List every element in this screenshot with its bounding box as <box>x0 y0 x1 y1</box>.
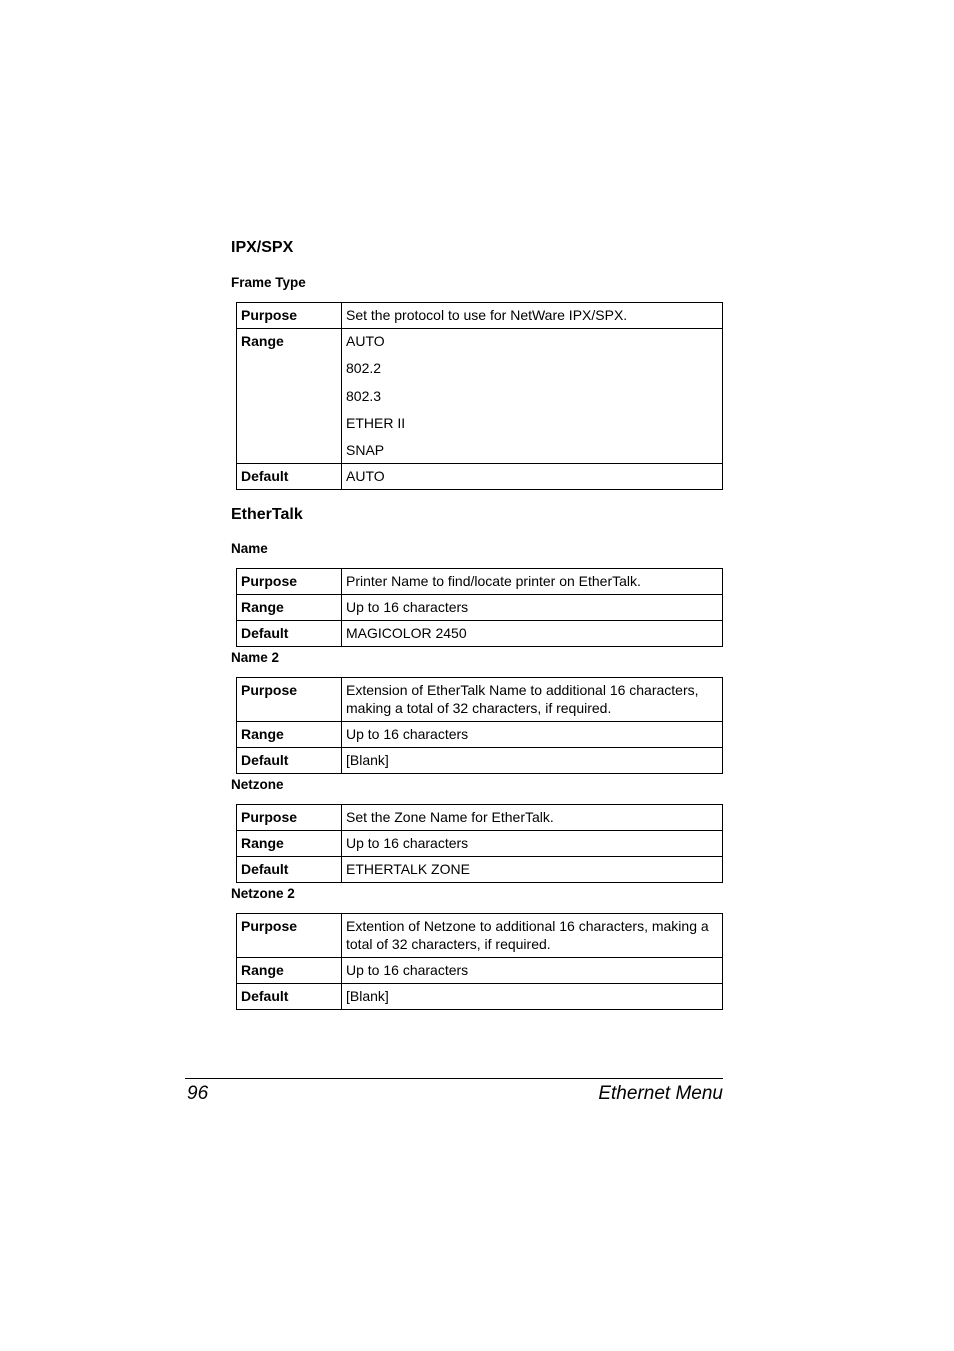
netzone-2-table <box>236 913 723 1010</box>
name-table <box>236 568 723 647</box>
purpose-value: Extension of EtherTalk Name to additional 16 characters, making a total of 32 characters, if required. <box>342 678 723 722</box>
name-2-table <box>236 677 723 774</box>
default-label: Default <box>237 748 342 774</box>
section-title-ethertalk: EtherTalk <box>231 506 303 523</box>
netzone-table <box>236 804 723 883</box>
range-option: 802.3 <box>346 387 382 404</box>
default-value: ETHERTALK ZONE <box>342 857 723 883</box>
page-number: 96 <box>187 1083 209 1104</box>
subsection-title-frame-type: Frame Type <box>231 275 306 290</box>
default-label: Default <box>237 857 342 883</box>
purpose-label: Purpose <box>237 303 342 329</box>
table-row <box>237 329 723 464</box>
default-label: Default <box>237 621 342 647</box>
range-value: Up to 16 characters <box>342 831 723 857</box>
default-value: [Blank] <box>342 748 723 774</box>
default-value: AUTO <box>342 464 723 490</box>
range-label: Range <box>237 958 342 984</box>
table-row <box>237 805 723 831</box>
default-value: [Blank] <box>342 984 723 1010</box>
table-row <box>237 569 723 595</box>
chapter-title: Ethernet Menu <box>598 1083 723 1104</box>
range-label: Range <box>237 722 342 748</box>
table-row <box>237 464 723 490</box>
default-label: Default <box>237 984 342 1010</box>
subsection-title-netzone-2: Netzone 2 <box>231 886 295 901</box>
purpose-label: Purpose <box>237 914 342 958</box>
purpose-label: Purpose <box>237 569 342 595</box>
table-row <box>237 595 723 621</box>
table-row <box>237 748 723 774</box>
subsection-title-name-2: Name 2 <box>231 650 280 665</box>
purpose-value: Set the protocol to use for NetWare IPX/SPX. <box>342 303 723 329</box>
range-option: SNAP <box>346 442 385 459</box>
table-row <box>237 678 723 722</box>
default-value: MAGICOLOR 2450 <box>342 621 723 647</box>
footer-divider <box>185 1078 723 1079</box>
frame-type-table <box>236 302 723 490</box>
range-label: Range <box>237 831 342 857</box>
range-value: Up to 16 characters <box>342 595 723 621</box>
range-options <box>342 329 723 464</box>
purpose-label: Purpose <box>237 678 342 722</box>
table-row <box>237 984 723 1010</box>
purpose-label: Purpose <box>237 805 342 831</box>
table-row <box>237 914 723 958</box>
range-option: ETHER II <box>346 414 406 431</box>
table-row <box>237 722 723 748</box>
range-label: Range <box>237 329 342 464</box>
range-label: Range <box>237 595 342 621</box>
table-row <box>237 831 723 857</box>
purpose-value: Set the Zone Name for EtherTalk. <box>342 805 723 831</box>
section-title-ipx-spx: IPX/SPX <box>231 239 294 256</box>
range-value: Up to 16 characters <box>342 958 723 984</box>
default-label: Default <box>237 464 342 490</box>
table-row <box>237 958 723 984</box>
range-value: Up to 16 characters <box>342 722 723 748</box>
range-option: 802.2 <box>346 360 382 377</box>
subsection-title-name: Name <box>231 541 268 556</box>
purpose-value: Extention of Netzone to additional 16 characters, making a total of 32 characters, if required. <box>342 914 723 958</box>
range-option: AUTO <box>346 333 385 349</box>
table-row <box>237 621 723 647</box>
table-row <box>237 303 723 329</box>
table-row <box>237 857 723 883</box>
subsection-title-netzone: Netzone <box>231 777 284 792</box>
purpose-value: Printer Name to find/locate printer on EtherTalk. <box>342 569 723 595</box>
